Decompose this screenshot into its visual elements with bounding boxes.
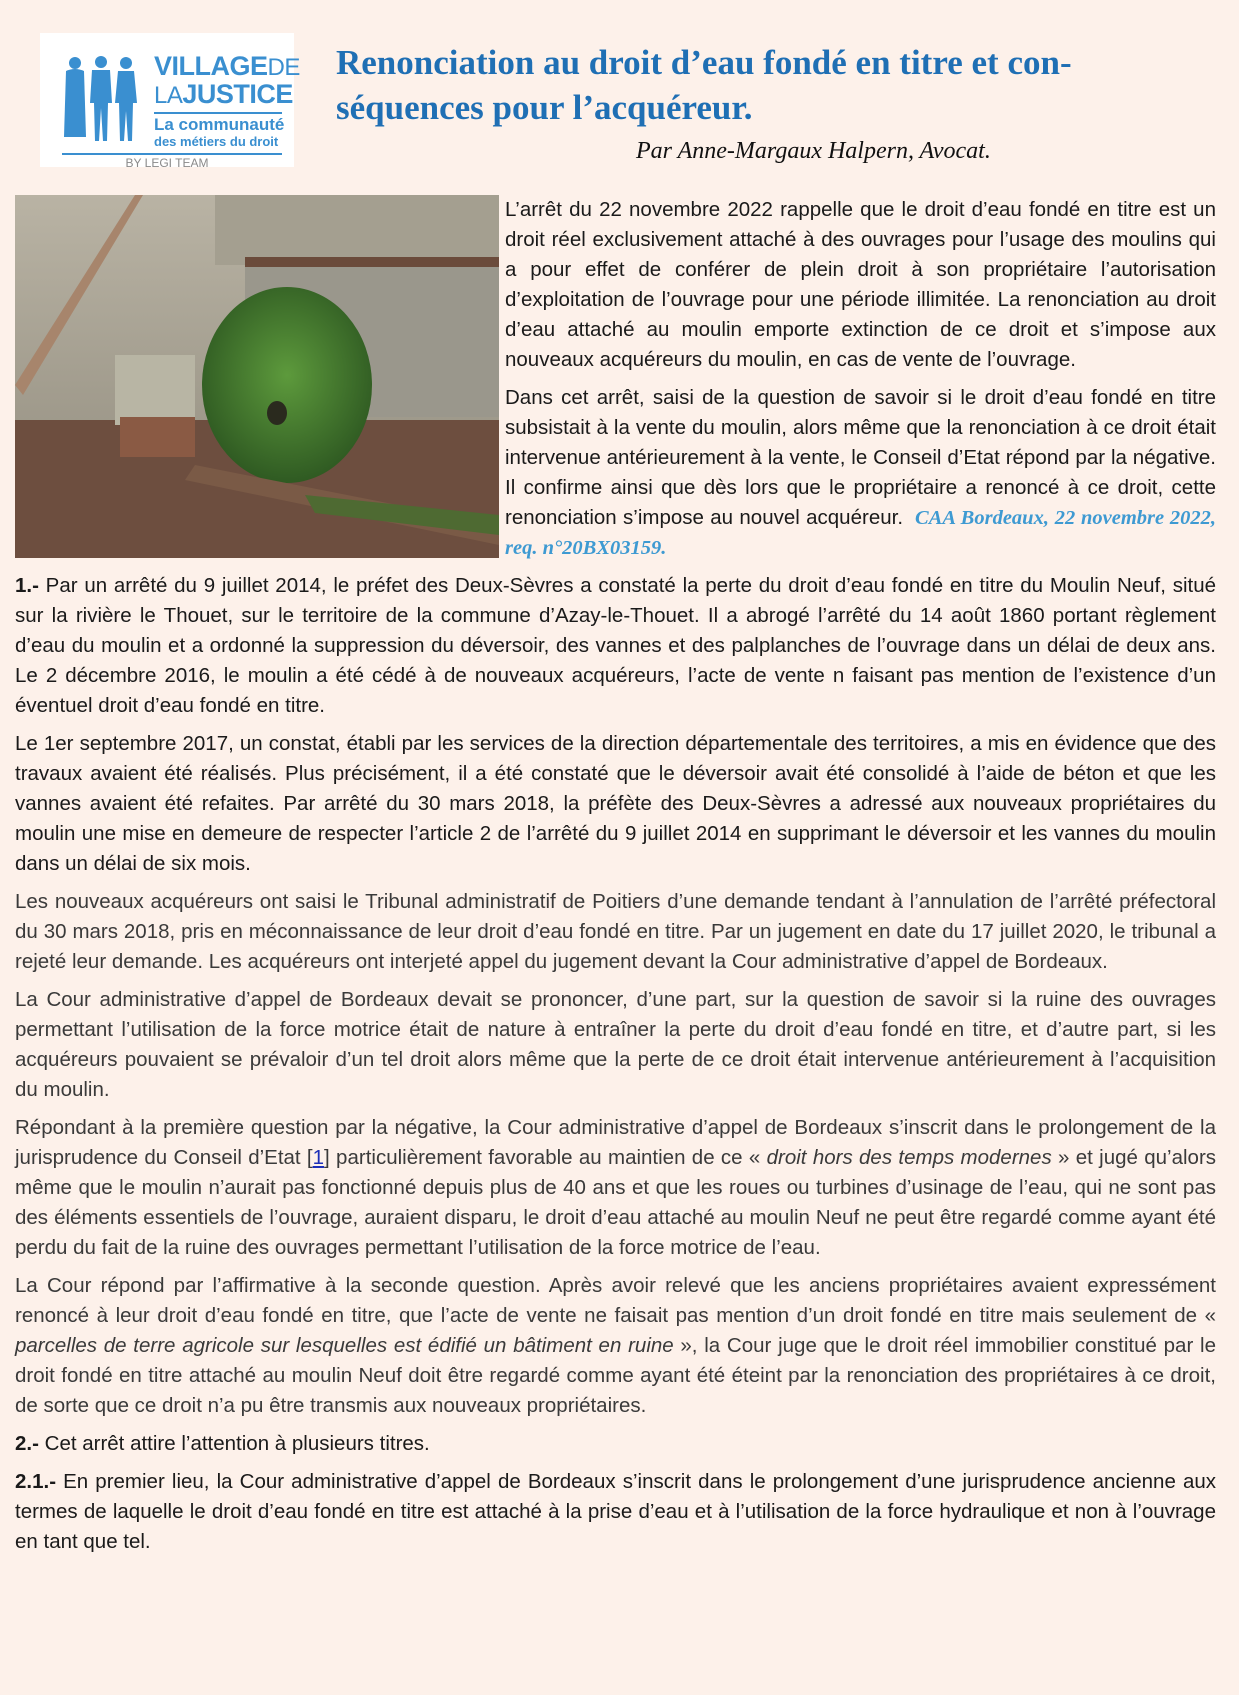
paragraph-4: La Cour administrative d’appel de Bordeaux devait se prononcer, d’une part, sur la question de savoir si la ruine des ouvrages permettant l’utilisation de la force motrice était de nature à entraîner la perte du droit d’eau fondé en titre, et d’autre part, si les acquéreurs pouvaient se prévaloir d’un tel droit alors même que la perte de ce droit était intervenue antérieurement à l’acquisition du moulin. [15,988,1216,1101]
paragraph-6: La Cour répond par l’affirmative à la seconde question. Après avoir relevé que les anciens propriétaires avaient expressément renoncé à leur droit d’eau fondé en titre, que l’acte de vente ne faisait pas mention d’un droit fondé en titre mais seulement de « parcelles de terre agricole sur lesquelles est édifié un bâtiment en ruine », la Cour juge que le droit réel immobilier constitué par le droit fondé en titre attaché au moulin Neuf doit être regardé comme ayant été éteint par la renonciation des propriétaires à ce droit, de sorte que ce droit n’a pu être transmis aux nouveaux propriétaires. [15,1274,1216,1417]
intro-paragraph-1: L’arrêt du 22 novembre 2022 rappelle que le droit d’eau fondé en titre est un droit réel exclusivement attaché à des ouvrages pour l’usage des moulins qui a pour effet de conférer de plein droit à son propriétaire l’autorisation d’exploitation de l’ouvrage pour une période illimitée. La renonciation au droit d’eau attaché au moulin emporte extinction de ce droit et s’impose aux nouveaux acquéreurs du moulin, en cas de vente de l’ouvrage. [505,198,1216,371]
millstone-photo [15,195,499,558]
case-citation: CAA Bordeaux, 22 novembre 2022, req. n°20BX03159. [505,507,1216,559]
logo-divider-bottom [62,153,282,155]
logo-line-village: VILLAGEDE [154,51,300,81]
lawyers-figures-icon [62,53,140,143]
paragraph-2: Le 1er septembre 2017, un constat, établi par les services de la direction départementale des territoires, a mis en évidence que des travaux avaient été réalisés. Plus précisément, il a été constaté que le déversoir avait été consolidé à l’aide de béton et que les vannes avaient été refaites. Par arrêté du 30 mars 2018, la préfète des Deux-Sèvres a adressé aux nouveaux propriétaires du moulin une mise en demeure de respecter l’article 2 de l’arrêté du 9 juillet 2014 en supprimant le déversoir et les vannes du moulin dans un délai de six mois. [15,732,1216,875]
logo-tagline-2: des métiers du droit [154,134,279,149]
footnote-link-1[interactable]: 1 [312,1146,325,1169]
village-justice-logo [40,33,300,170]
intro-paragraph-2: Dans cet arrêt, saisi de la question de savoir si le droit d’eau fondé en titre subsistait à la vente du moulin, alors même que la renonciation à ce droit était intervenue antérieurement à la vente, le Conseil d’Etat répond par la négative. Il confirme ainsi que dès lors que le propriétaire a renoncé à ce droit, cette renonciation s’impose au nouvel acquéreur. CAA Bordeaux, 22 novembre 2022, req. n°20BX03159. [505,386,1216,559]
article-author: Par Anne-Margaux Halpern, Avocat. [636,138,991,164]
article-title: Renonciation au droit d’eau fondé en titre et con-séquences pour l’acquéreur. [336,43,1072,127]
paragraph-8: 2.1.- En premier lieu, la Cour administrative d’appel de Bordeaux s’inscrit dans le prolongement d’une jurisprudence ancienne aux termes de laquelle le droit d’eau fondé en titre est attaché à la prise d’eau et à l’utilisation de la force hydraulique et non à l’ouvrage en tant que tel. [15,1470,1216,1553]
paragraph-5: Répondant à la première question par la négative, la Cour administrative d’appel de Bordeaux s’inscrit dans le prolongement de la jurisprudence du Conseil d’Etat [1] particulièrement favorable au maintien de ce « droit hors des temps modernes » et jugé qu’alors même que le moulin n’aurait pas fonctionné depuis plus de 40 ans et que les roues ou turbines d’usinage de l’eau, qui ne sont pas des éléments essentiels de l’ouvrage, auraient disparu, le droit d’eau attaché au moulin Neuf ne peut être regardé comme ayant été perdu du fait de la ruine des ouvrages permettant l’utilisation de la force motrice de l’eau. [15,1116,1217,1259]
section-number: 1.- [15,574,39,597]
logo-line-justice: LAJUSTICE [154,79,293,109]
paragraph-1: 1.- Par un arrêté du 9 juillet 2014, le préfet des Deux-Sèvres a constaté la perte du droit d’eau fondé en titre du Moulin Neuf, situé sur la rivière le Thouet, sur le territoire de la commune d’Azay-le-Thouet. Il a abrogé l’arrêté du 14 août 1860 portant règlement d’eau du moulin et a ordonné la suppression du déversoir, des vannes et des palplanches de l’ouvrage dans un délai de deux ans. Le 2 décembre 2016, le moulin a été cédé à de nouveaux acquéreurs, l’acte de vente n faisant pas mention de l’existence d’un éventuel droit d’eau fondé en titre. [15,574,1216,717]
section-number: 2.1.- [15,1470,57,1493]
logo-divider [154,112,282,114]
paragraph-3: Les nouveaux acquéreurs ont saisi le Tribunal administratif de Poitiers d’une demande tendant à l’annulation de l’arrêté préfectoral du 30 mars 2018, pris en méconnaissance de leur droit d’eau fondé en titre. Par un jugement en date du 17 juillet 2020, le tribunal a rejeté leur demande. Les acquéreurs ont interjeté appel du jugement devant la Cour administrative d’appel de Bordeaux. [15,890,1216,973]
paragraph-7: 2.- Cet arrêt attire l’attention à plusieurs titres. [15,1432,430,1455]
article-body [15,195,1216,1565]
logo-byline: BY LEGI TEAM [125,156,209,170]
photo-wrapper [15,195,505,561]
section-number: 2.- [15,1432,39,1455]
logo-tagline-1: La communauté [154,115,285,134]
